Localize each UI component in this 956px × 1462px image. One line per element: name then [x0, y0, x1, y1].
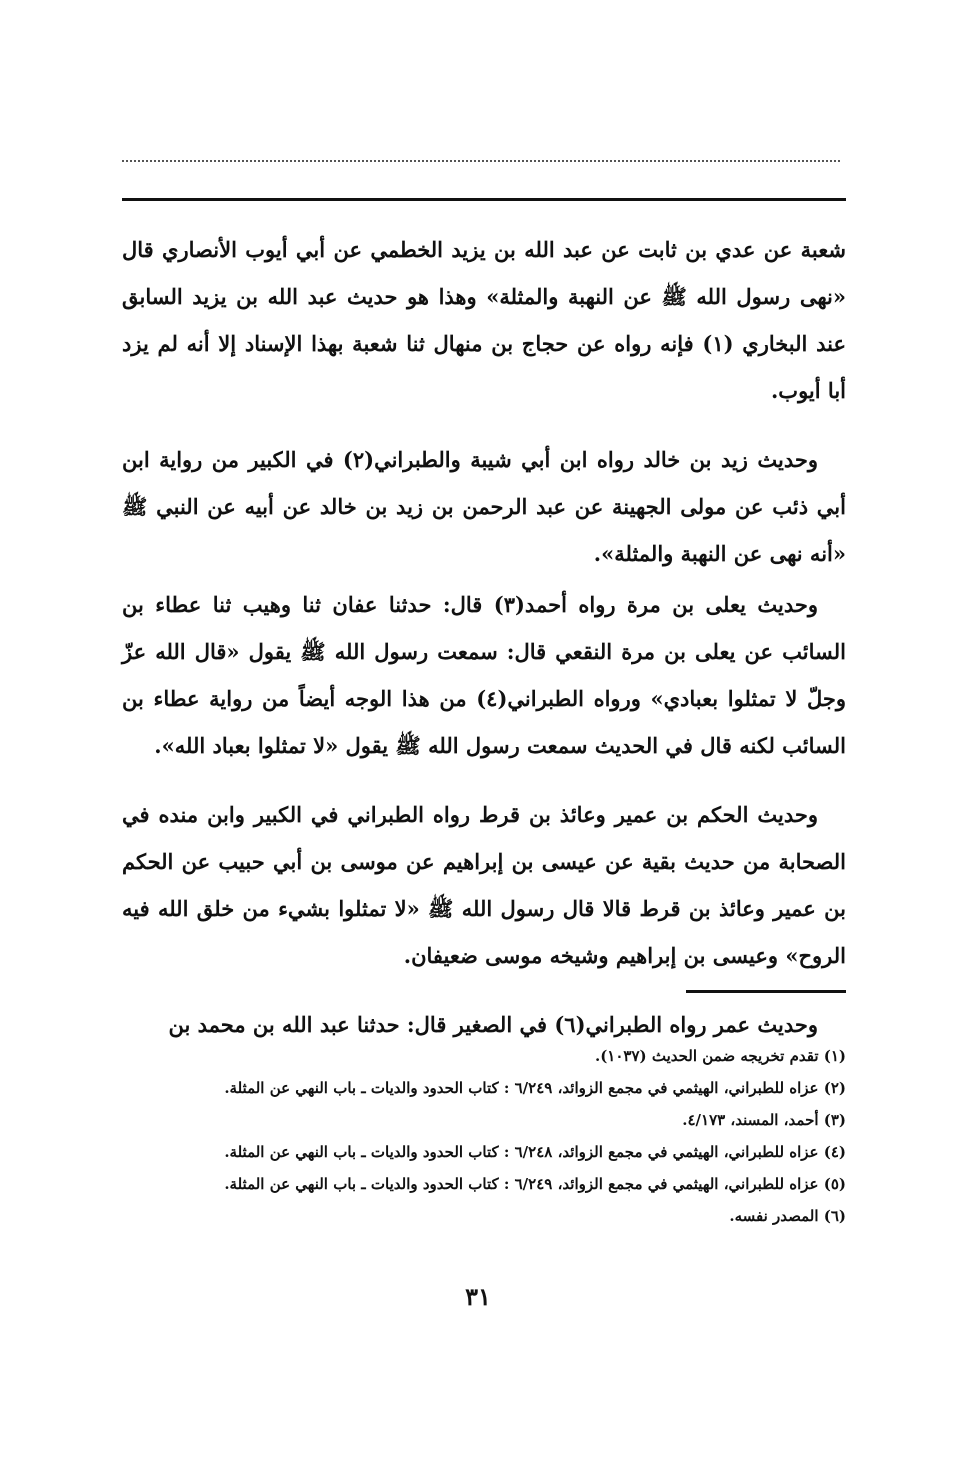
footnote-divider [686, 990, 846, 993]
paragraph-1: شعبة عن عدي بن ثابت عن عبد الله بن يزيد الخطمي عن أبي أيوب الأنصاري قال «نهى رسول الله ﷺ عن النهبة والمثلة» وهذا هو حديث عبد الله بن يزيد السابق عند البخاري (١) فإنه رواه عن حجاج بن منهال ثنا شعبة بهذا الإسناد إلا أنه لم يزد أبا أيوب. [122, 237, 846, 403]
header-rule [122, 198, 846, 201]
footnote-3: (٣) أحمد، المسند، ٤/١٧٣. [682, 1111, 846, 1129]
footnote-2: (٢) عزاه للطبراني، الهيثمي في مجمع الزوائد، ٦/٢٤٩ : كتاب الحدود والديات ـ باب النهي عن المثلة. [224, 1079, 846, 1097]
paragraph-3: وحديث يعلى بن مرة رواه أحمد(٣) قال: حدثنا عفان ثنا وهيب ثنا عطاء بن السائب عن يعلى بن مرة النقعي قال: سمعت رسول الله ﷺ يقول «قال الله عزّ وجلّ لا تمثلوا بعبادي» ورواه الطبراني(٤) من هذا الوجه أيضاً من رواية عطاء بن السائب لكنه قال في الحديث سمعت رسول الله ﷺ يقول «لا تمثلوا بعباد الله». [122, 592, 847, 758]
footnote-6: (٦) المصدر نفسه. [729, 1207, 846, 1225]
footnote-5: (٥) عزاه للطبراني، الهيثمي في مجمع الزوائد، ٦/٢٤٩ : كتاب الحدود والديات ـ باب النهي عن المثلة. [224, 1175, 846, 1193]
paragraph-2: وحديث زيد بن خالد رواه ابن أبي شيبة والطبراني(٢) في الكبير من رواية ابن أبي ذئب عن مولى الجهينة عن عبد الرحمن بن زيد بن خالد عن أبيه عن النبي ﷺ «أنه نهى عن النهبة والمثلة». [122, 447, 846, 566]
footnotes [122, 1040, 846, 1232]
page-number: ٣١ [465, 1282, 491, 1311]
footnote-4: (٤) عزاه للطبراني، الهيثمي في مجمع الزوائد، ٦/٢٤٨ : كتاب الحدود والديات ـ باب النهي عن المثلة. [224, 1143, 846, 1161]
paragraph-4: وحديث الحكم بن عمير وعائذ بن قرط رواه الطبراني في الكبير وابن منده في الصحابة من حديث بقية عن عيسى بن إبراهيم عن موسى بن أبي حبيب عن الحكم بن عمير وعائذ بن قرط قالا قال رسول الله ﷺ «لا تمثلوا بشيء من خلق الله فيه الروح» وعيسى بن إبراهيم وشيخه موسى ضعيفان. [122, 802, 846, 968]
footnote-1: (١) تقدم تخريجه ضمن الحديث (١٠٣٧). [594, 1047, 846, 1065]
paragraph-5: وحديث عمر رواه الطبراني(٦) في الصغير قال: حدثنا عبد الله بن محمد بن [168, 1012, 818, 1037]
main-text [122, 226, 846, 1048]
dotted-divider [122, 160, 840, 162]
